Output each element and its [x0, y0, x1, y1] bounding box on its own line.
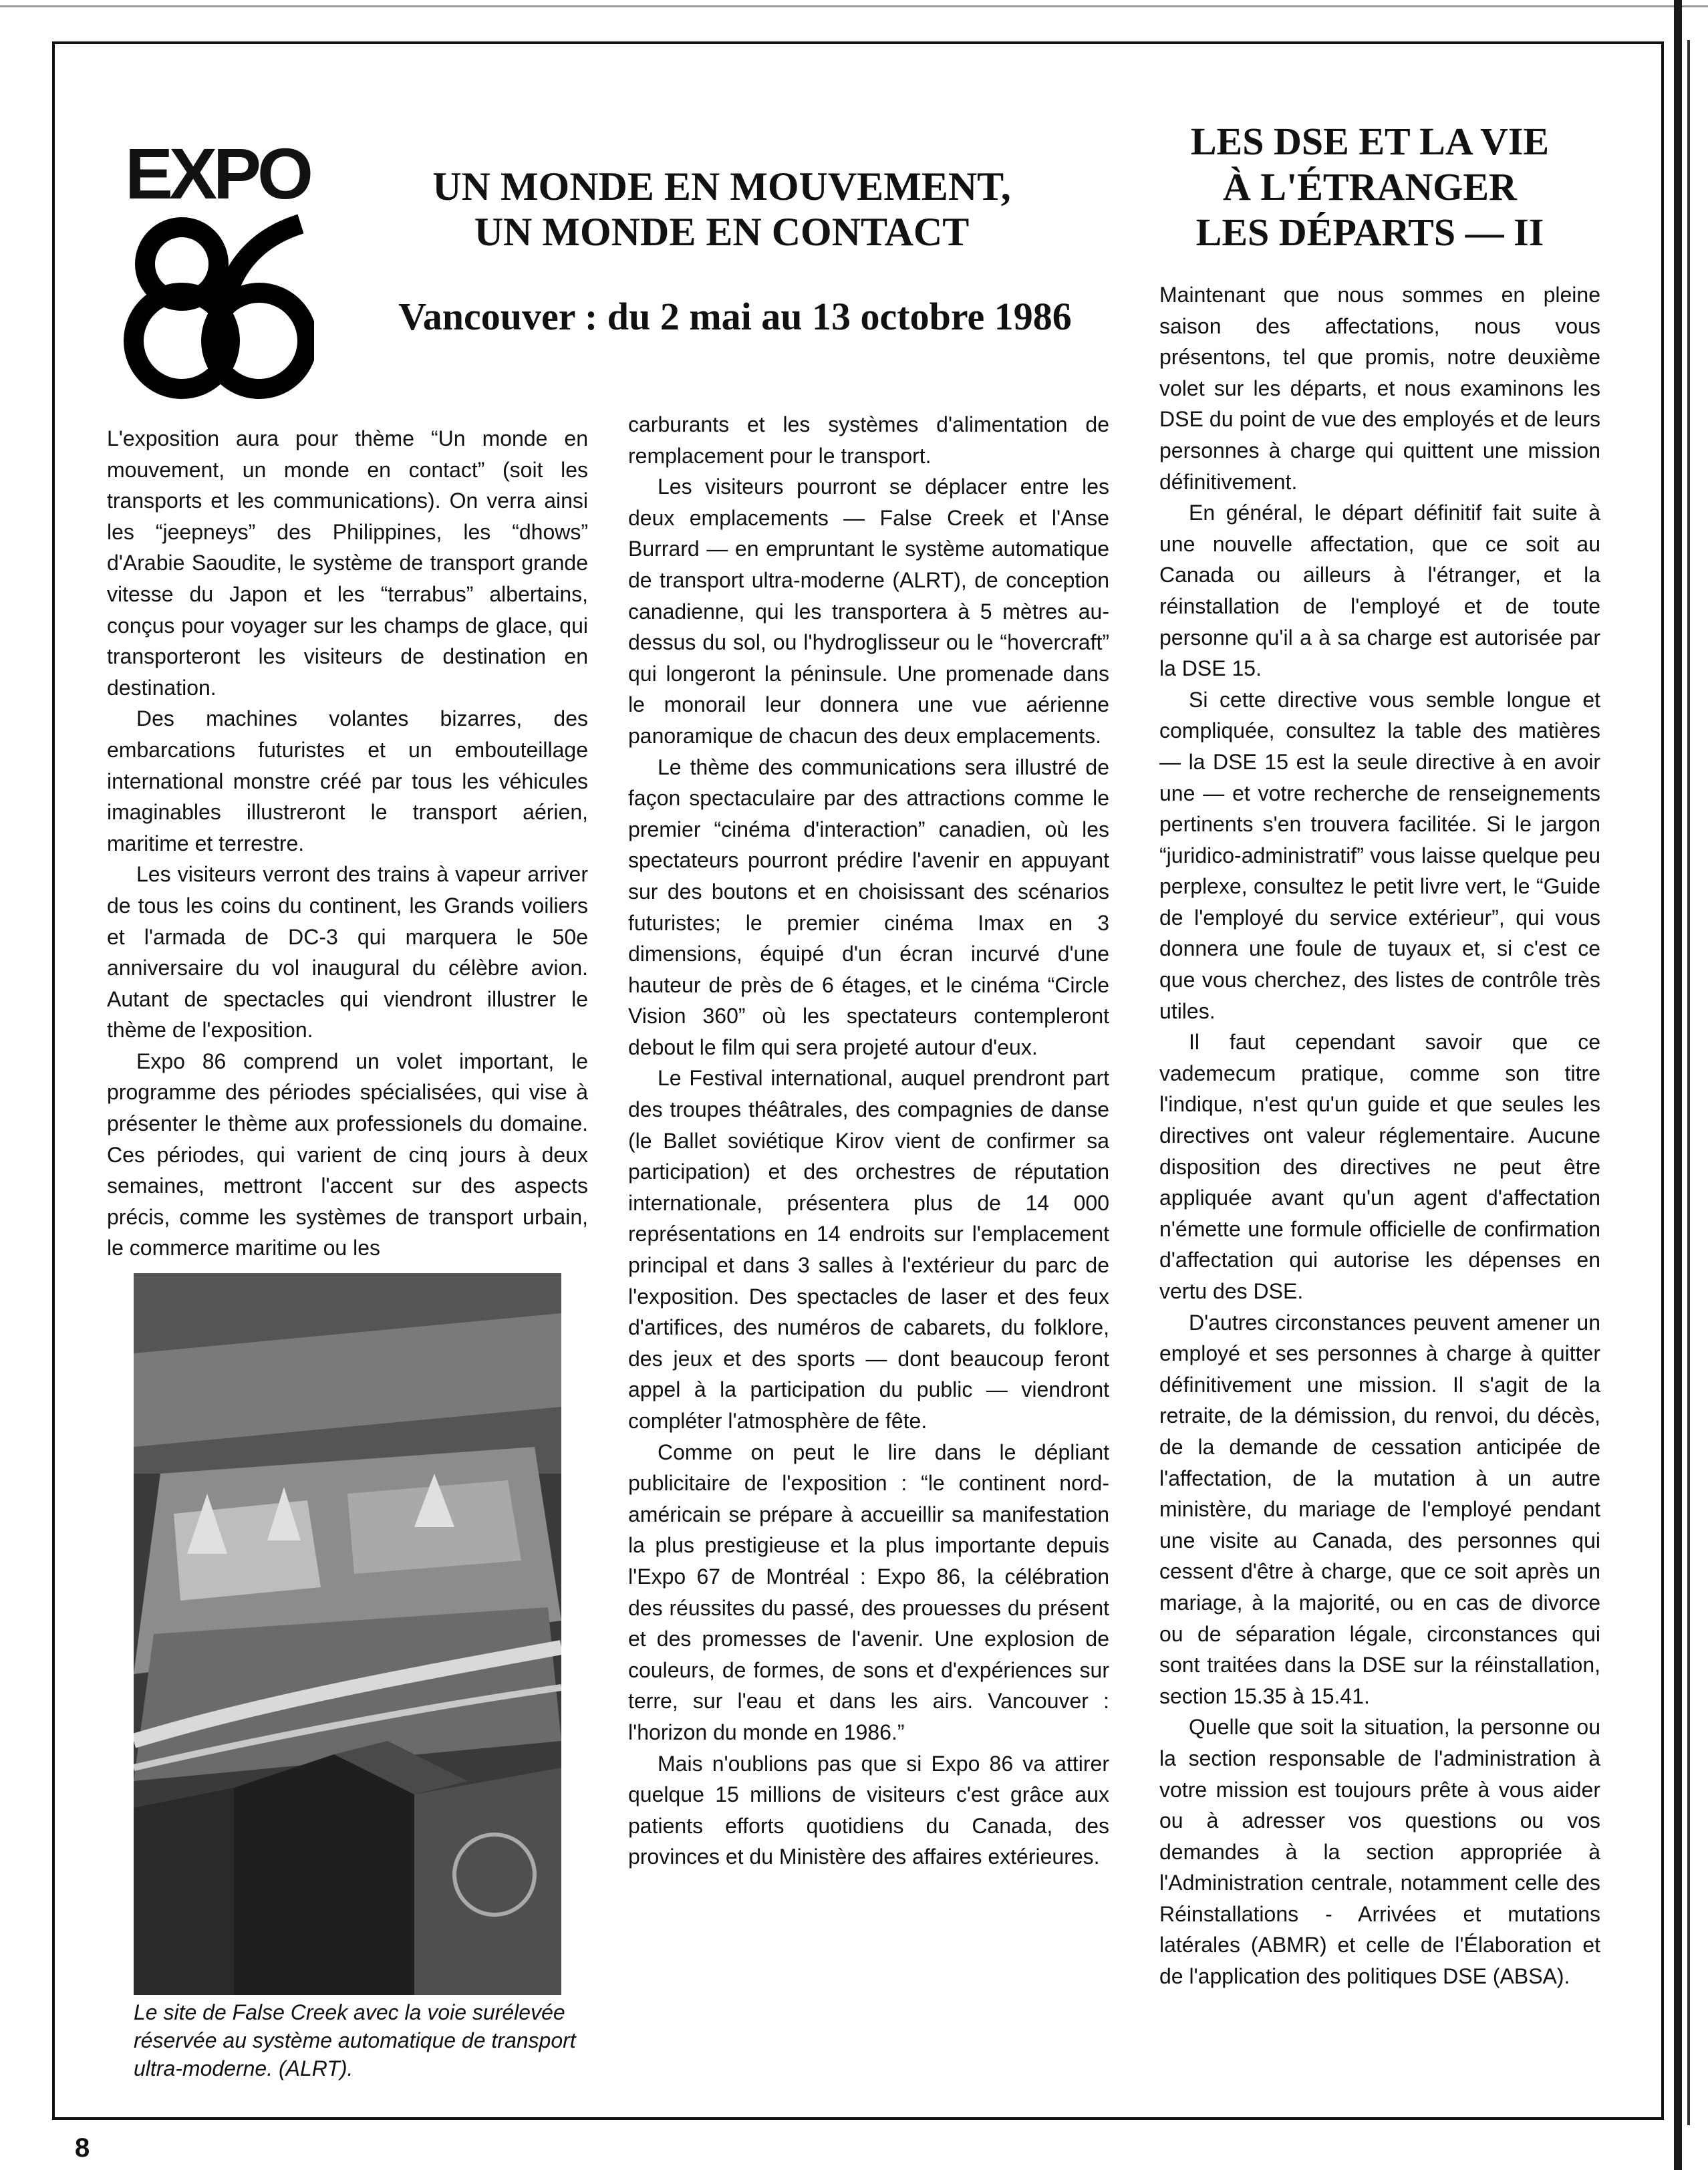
col2-paragraph: Les visiteurs pourront se déplacer entre les deux emplacements — False Creek et l'Anse Burrard — en empruntant le système automatique de transport ultra-moderne (ALRT), de conception canadienne, qui les transportera à 5 mètres au-dessus du sol, ou l'hydroglisseur ou le “hovercraft” qui longeront la péninsule. Une promenade dans le monorail leur donnera une vue aérienne panoramique de chacun des deux emplacements. — [628, 474, 1109, 748]
headline-line-1: UN MONDE EN MOUVEMENT, — [432, 164, 1011, 209]
col2-paragraph: Comme on peut le lire dans le dépliant publicitaire de l'exposition : “le continent nord-américain se prépare à accueillir sa manifestation la plus prestigieuse et la plus importante depuis l'Expo 67 de Montréal : Expo 86, la célébration des réussites du passé, des prouesses du présent et des promesses de l'avenir. Une explosion de couleurs, de formes, de sons et d'expériences sur terre, sur l'eau et dans les airs. Vancouver : l'horizon du monde en 1986.” — [628, 1440, 1109, 1744]
logo-word: EXPO — [124, 133, 310, 214]
col1-paragraph: Les visiteurs verront des trains à vapeur arriver de tous les coins du continent, les Grands voiliers et l'armada de DC-3 qui marquera le 50e anniversaire du vol inaugural du célèbre avion. Autant de spectacles qui viendront illustrer le thème de l'exposition. — [107, 862, 588, 1043]
col3-paragraph: Il faut cependant savoir que ce vademecum pratique, comme son titre l'indique, n'est qu'un guide et que seules les directives ont valeur réglementaire. Aucune disposition des directives ne peut être appliquée avant qu'un agent d'affectation n'émette une formule officielle de confirmation d'affectation qui autorise les dépenses en vertu des DSE. — [1159, 1030, 1600, 1303]
logo-86-graphic — [120, 133, 314, 408]
column-3 — [1159, 279, 1600, 1992]
col3-paragraph: En général, le départ définitif fait suite à une nouvelle affectation, que ce soit au Canada ou ailleurs à l'étranger, et la réinstallation de l'employé et de toute personne qu'il a à sa charge est autorisée par la DSE 15. — [1159, 501, 1600, 681]
col2-paragraph: carburants et les systèmes d'alimentation de remplacement pour le transport. — [628, 412, 1109, 468]
col1-paragraph: L'exposition aura pour thème “Un monde en mouvement, un monde en contact” (soit les transports et les communications). On verra ainsi les “jeepneys” des Philippines, les “dhows” d'Arabie Saoudite, le système de transport grande vitesse du Japon et les “terrabus” albertains, conçus pour voyager sur les champs de glace, qui transporteront les visiteurs de destination en destination. — [107, 426, 588, 700]
false-creek-photo — [134, 1273, 561, 1995]
col3-paragraph: Quelle que soit la situation, la personne ou la section responsable de l'administration à votre mission est toujours prête à vous aider ou à adresser vos questions ou vos demandes à la section appropriée à l'Administration centrale, notamment celle des Réinstallations - Arrivées et mutations latérales (ABMR) et celle de l'Élaboration et de l'application des politiques DSE (ABSA). — [1159, 1715, 1600, 1989]
headline-line-2: UN MONDE EN CONTACT — [474, 210, 970, 254]
col3-paragraph: D'autres circonstances peuvent amener un employé et ses personnes à charge à quitter définitivement une mission. Il s'agit de la retraite, de la démission, du renvoi, du décès, de la demande de cessation anticipée de l'affectation, de la mutation à un autre ministère, du mariage de l'employé pendant une visite au Canada, des personnes qui cessent d'être à charge, que ce soit après un mariage, à la majorité, ou en cas de divorce ou de séparation légale, circonstances qui sont traitées dans la DSE sur la réinstallation, section 15.35 à 15.41. — [1159, 1310, 1600, 1708]
right-title-line-3: LES DÉPARTS — II — [1195, 211, 1544, 254]
column-2 — [628, 409, 1109, 1873]
col3-paragraph: Si cette directive vous semble longue et compliquée, consultez la table des matières — la DSE 15 est la seule directive à en avoir une — et votre recherche de renseignements pertinents s'en trouvera facilitée. Si le jargon “juridico-administratif” vous laisse quelque peu perplexe, consultez le petit livre vert, le “Guide de l'employé du service extérieur”, qui vous donnera une foule de tuyaux et, si c'est ce que vous cherchez, des listes de contrôle très utiles. — [1159, 687, 1600, 1023]
headline-subtitle: Vancouver : du 2 mai au 13 octobre 1986 — [398, 295, 1072, 338]
right-article-title — [1156, 119, 1584, 255]
photo-caption: Le site de False Creek avec la voie surélevée réservée au système automatique de transport ultra-moderne. (ALRT). — [134, 2000, 576, 2080]
col2-paragraph: Le thème des communications sera illustré de façon spectaculaire par des attractions comme le premier “cinéma d'interaction” canadien, où les spectateurs pourront prédire l'avenir en appuyant sur des boutons et en choisissant des scénarios futuristes; le premier cinéma Imax en 3 dimensions, équipé d'un écran incurvé d'une hauteur de près de 6 étages, et le cinéma “Circle Vision 360” où les spectateurs contempleront debout le film qui sera projeté autour d'eux. — [628, 755, 1109, 1059]
col1-paragraph: Des machines volantes bizarres, des embarcations futuristes et un embouteillage international monstre créé par tous les véhicules imaginables illustreront le transport aérien, maritime et terrestre. — [107, 706, 588, 855]
scan-right-edge — [1674, 0, 1682, 2170]
scan-right-edge-line — [1687, 40, 1690, 2125]
scan-top-edge — [0, 5, 1708, 7]
col2-paragraph: Mais n'oublions pas que si Expo 86 va attirer quelque 15 millions de visiteurs c'est grâce aux patients efforts quotidiens du Canada, des provinces et du Ministère des affaires extérieures. — [628, 1751, 1109, 1869]
expo-86-logo — [120, 133, 314, 408]
page-number: 8 — [75, 2133, 90, 2163]
right-title-line-2: À L'ÉTRANGER — [1223, 165, 1517, 209]
col3-paragraph: Maintenant que nous sommes en pleine saison des affectations, nous vous présentons, tel que promis, notre deuxième volet sur les départs, et nous examinons les DSE du point de vue des employés et de leurs personnes à charge qui quittent une mission définitivement. — [1159, 283, 1600, 494]
col1-paragraph: Expo 86 comprend un volet important, le programme des périodes spécialisées, qui vise à présenter le thème aux professionels du domaine. Ces périodes, qui varient de cinq jours à deux semaines, mettront l'accent sur des aspects précis, comme les systèmes de transport urbain, le commerce maritime ou les — [107, 1049, 588, 1260]
right-title-line-1: LES DSE ET LA VIE — [1190, 120, 1550, 163]
column-1 — [107, 423, 588, 1264]
photo-illustration — [134, 1273, 561, 1995]
col2-paragraph: Le Festival international, auquel prendront part des troupes théâtrales, des compagnies de danse (le Ballet soviétique Kirov vient de confirmer sa participation) et des orchestres de réputation internationale, présentera plus de 14 000 représentations en 14 endroits sur l'emplacement principal et dans 3 salles à l'extérieur du parc de l'exposition. Des spectacles de laser et des feux d'artifices, des numéros de cabarets, du folklore, des jeux et des sports — dont beaucoup feront appel à la participation du public — viendront compléter l'atmosphère de fête. — [628, 1066, 1109, 1433]
